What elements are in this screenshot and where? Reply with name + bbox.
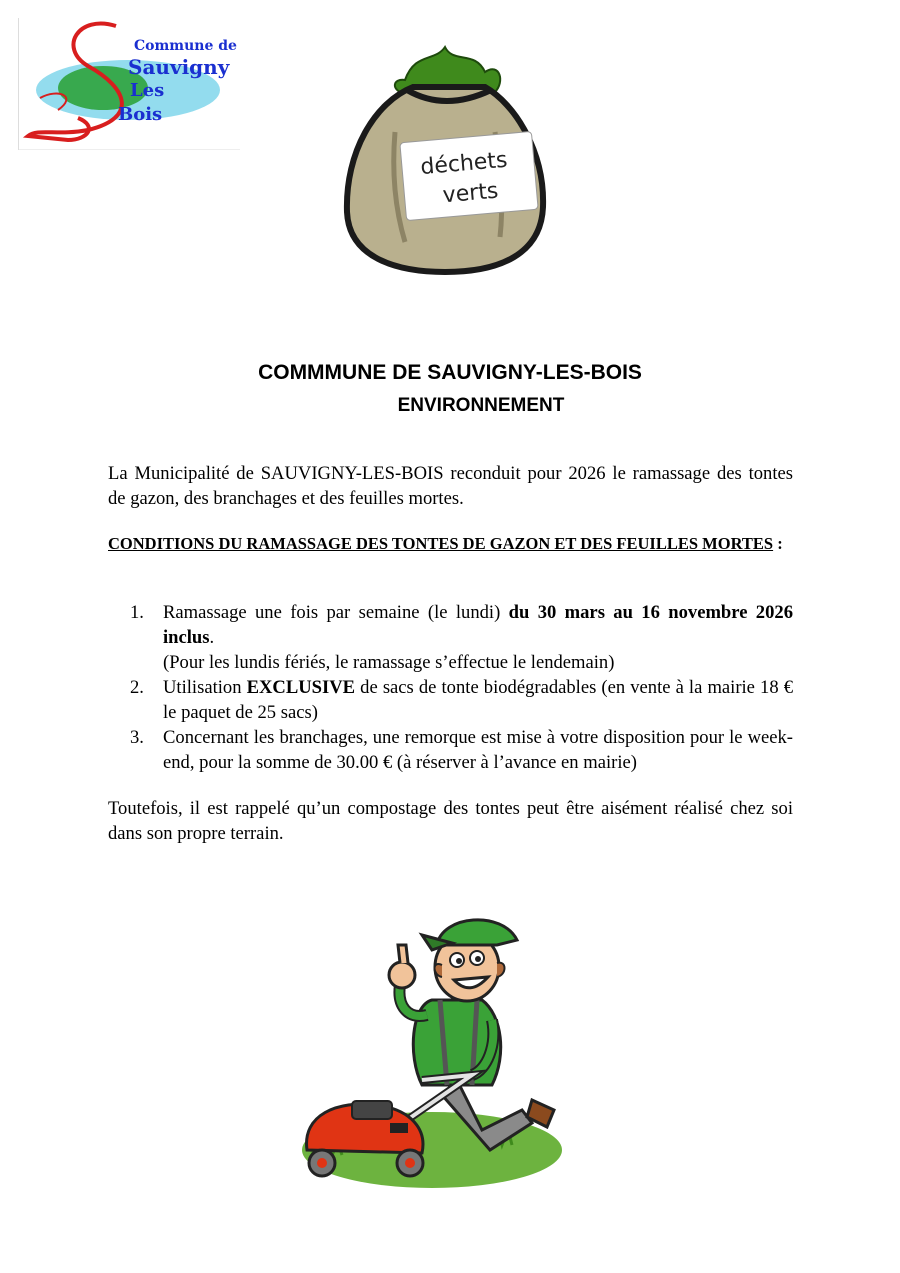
closing-paragraph: Toutefois, il est rappelé qu’un compostage des tontes peut être aisément réalisé chez soi dans son propre terrain.: [108, 798, 793, 844]
list-item-bold: du 30 mars au 16 novembre 2026 inclus: [163, 602, 793, 648]
list-item-text-end: .: [209, 627, 215, 648]
page-title: COMMMUNE DE SAUVIGNY-LES-BOIS: [258, 361, 642, 384]
list-item-number: 1.: [130, 602, 144, 623]
list-item-text: Utilisation: [163, 677, 247, 698]
list-item: [130, 675, 793, 725]
intro-paragraph: La Municipalité de SAUVIGNY-LES-BOIS reconduit pour 2026 le ramassage des tontes de gazon, des branchages et des feuilles mortes.: [108, 463, 793, 509]
conditions-heading: [108, 533, 793, 555]
list-item-bold: EXCLUSIVE: [246, 677, 356, 698]
list-item: [130, 725, 793, 775]
logo-line4: Bois: [118, 104, 163, 125]
logo-line3: Les: [130, 80, 165, 101]
list-item-text-end: de sacs de tonte biodégradables (en vente à la mairie 18 € le paquet de 25 sacs): [163, 677, 793, 723]
gardener-mowing-illustration: [292, 905, 562, 1200]
bag-label-line1: déchets: [419, 147, 509, 181]
commune-logo: [18, 18, 240, 150]
list-item-text: Ramassage une fois par semaine (le lundi): [163, 602, 509, 623]
list-item-text: Concernant les branchages, une remorque est mise à votre disposition pour le week-end, pour la somme de 30.00 € (à réserver à l’avance en mairie): [163, 727, 793, 773]
list-item-number: 3.: [130, 727, 144, 748]
logo-line1: Commune de: [134, 38, 237, 54]
conditions-list: [130, 600, 793, 775]
logo-line2: Sauvigny: [128, 55, 230, 79]
list-item: [130, 600, 793, 675]
list-item-note: (Pour les lundis fériés, le ramassage s’effectue le lendemain): [163, 652, 615, 673]
page-subtitle: ENVIRONNEMENT: [397, 395, 565, 416]
conditions-heading-suffix: :: [773, 534, 783, 553]
list-item-number: 2.: [130, 677, 144, 698]
green-waste-bag-illustration: [335, 42, 555, 277]
conditions-heading-text: CONDITIONS DU RAMASSAGE DES TONTES DE GAZON ET DES FEUILLES MORTES: [108, 534, 774, 553]
bag-label-line2: verts: [441, 178, 500, 209]
